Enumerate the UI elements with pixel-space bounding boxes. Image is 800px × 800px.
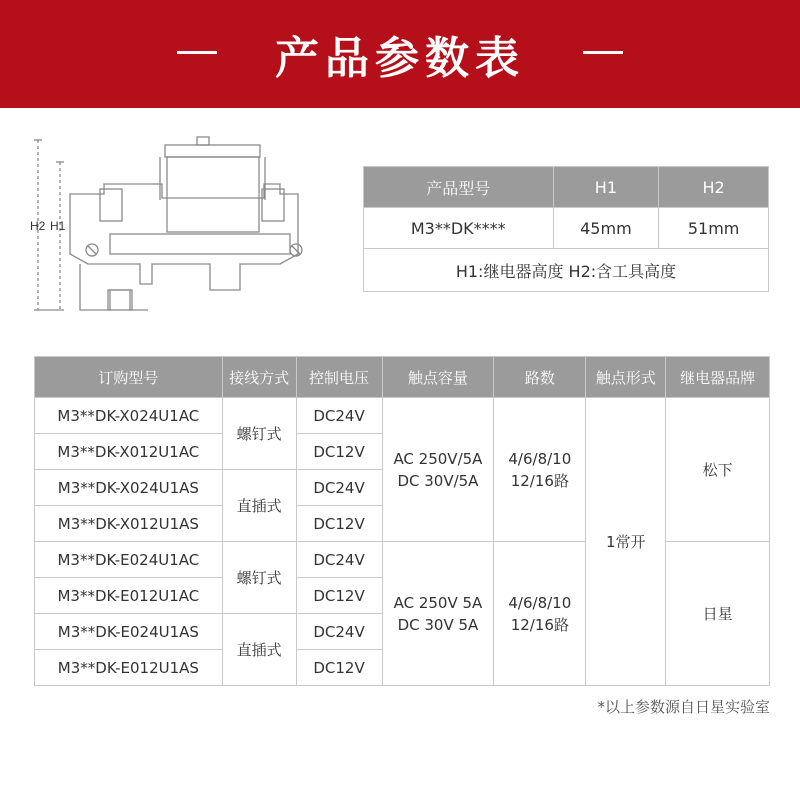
cell-order-model: M3**DK-X024U1AC [35, 398, 223, 434]
header-order-model: 订购型号 [35, 357, 223, 398]
cell-h1: 45mm [553, 208, 659, 249]
cell-voltage: DC12V [296, 506, 382, 542]
cell-voltage: DC24V [296, 542, 382, 578]
table-row [364, 249, 769, 292]
cell-contact-form: 1常开 [586, 398, 666, 686]
cell-order-model: M3**DK-X012U1AS [35, 506, 223, 542]
table-row [364, 208, 769, 249]
title-dash-right [583, 51, 623, 54]
header-h2: H2 [659, 167, 769, 208]
cell-wiring: 螺钉式 [222, 398, 296, 470]
cell-channels [494, 542, 586, 686]
cell-h2: 51mm [659, 208, 769, 249]
cell-order-model: M3**DK-E012U1AS [35, 650, 223, 686]
cell-order-model: M3**DK-X012U1AC [35, 434, 223, 470]
dimension-spec-table [363, 166, 769, 292]
cell-brand: 松下 [666, 398, 770, 542]
cell-voltage: DC12V [296, 578, 382, 614]
cell-voltage: DC24V [296, 470, 382, 506]
cell-order-model: M3**DK-E024U1AC [35, 542, 223, 578]
cell-order-model: M3**DK-X024U1AS [35, 470, 223, 506]
table-header-row [364, 167, 769, 208]
h2-label: H2 [30, 219, 46, 233]
cell-wiring: 直插式 [222, 470, 296, 542]
header-contact-form: 触点形式 [586, 357, 666, 398]
cell-channels [494, 398, 586, 542]
cell-voltage: DC12V [296, 650, 382, 686]
header-control-voltage: 控制电压 [296, 357, 382, 398]
cell-voltage: DC24V [296, 398, 382, 434]
cell-capacity [382, 398, 494, 542]
cell-order-model: M3**DK-E024U1AS [35, 614, 223, 650]
header-contact-capacity: 触点容量 [382, 357, 494, 398]
channels-line2: 12/16路 [510, 471, 569, 490]
ordering-table [34, 356, 770, 686]
table-row [35, 398, 770, 434]
header-relay-brand: 继电器品牌 [666, 357, 770, 398]
cell-capacity [382, 542, 494, 686]
channels-line1: 4/6/8/10 [508, 449, 572, 468]
h1-label: H1 [50, 219, 66, 233]
channels-line2: 12/16路 [510, 615, 569, 634]
capacity-ac: AC 250V 5A [393, 593, 483, 612]
table-header-row [35, 357, 770, 398]
dimension-drawing [30, 132, 350, 332]
height-note: H1:继电器高度 H2:含工具高度 [364, 249, 769, 292]
capacity-dc: DC 30V/5A [397, 471, 479, 490]
cell-wiring: 螺钉式 [222, 542, 296, 614]
cell-voltage: DC24V [296, 614, 382, 650]
cell-wiring: 直插式 [222, 614, 296, 686]
page-title: 产品参数表 [275, 33, 525, 84]
capacity-dc: DC 30V 5A [397, 615, 479, 634]
title-dash-left [177, 51, 217, 54]
header-h1: H1 [553, 167, 659, 208]
source-footnote: *以上参数源自日星实验室 [597, 698, 770, 716]
capacity-ac: AC 250V/5A [393, 449, 483, 468]
header-channels: 路数 [494, 357, 586, 398]
cell-order-model: M3**DK-E012U1AC [35, 578, 223, 614]
header-banner [0, 0, 800, 108]
cell-model: M3**DK**** [364, 208, 554, 249]
cell-brand: 日星 [666, 542, 770, 686]
header-model: 产品型号 [364, 167, 554, 208]
header-wiring: 接线方式 [222, 357, 296, 398]
cell-voltage: DC12V [296, 434, 382, 470]
channels-line1: 4/6/8/10 [508, 593, 572, 612]
